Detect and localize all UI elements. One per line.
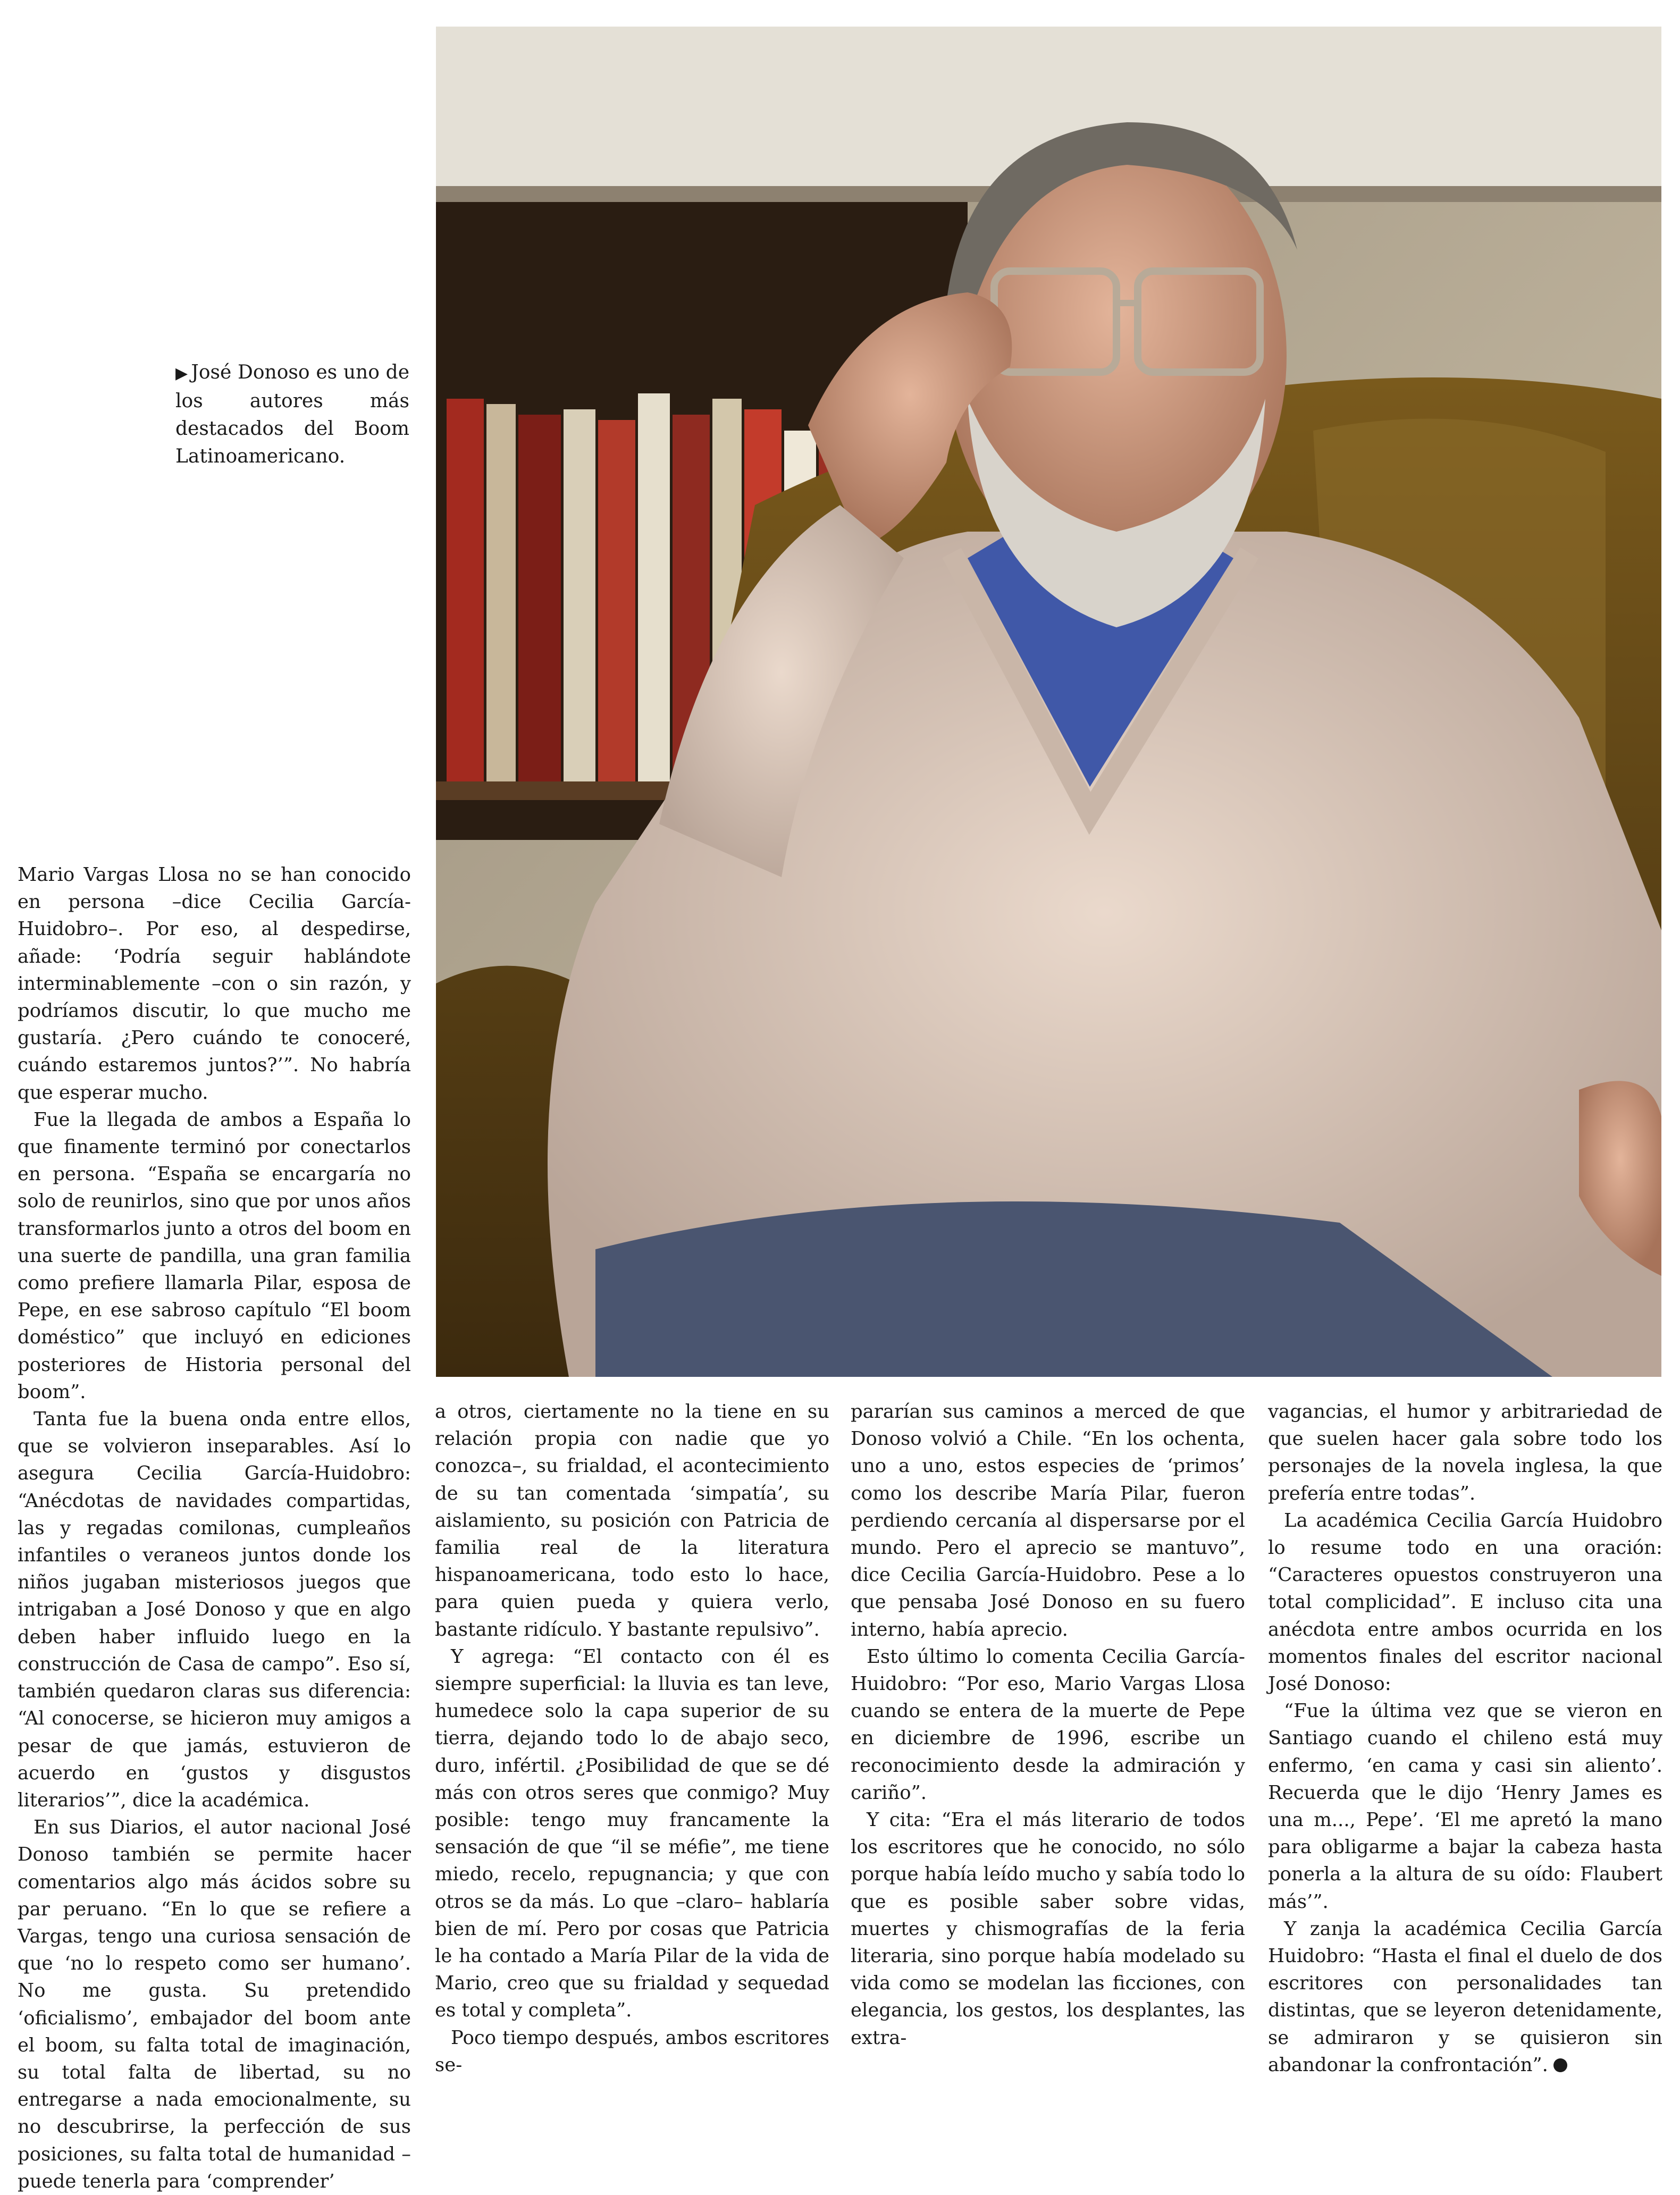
portrait-photo-icon [436, 27, 1661, 1377]
paragraph: Mario Vargas Llosa no se han conocido en persona –dice Cecilia García-Huidobro–. Por eso, al despedirse, añade: ‘Podría seguir hablándote interminablemente –con o sin razón, y podríamos discutir, lo que mucho me gustaría. ¿Pero cuándo te conoceré, cuándo estaremos juntos?’”. No habría que esperar mucho. [18, 864, 411, 1104]
article-column-2 [435, 1398, 829, 2079]
caption-text: José Donoso es uno de los autores más destacados del Boom Latinoamericano. [175, 361, 409, 467]
paragraph: Fue la llegada de ambos a España lo que finamente terminó por conectarlos en persona. “España se encargaría no solo de reunirlos, sino que por unos años transformarlos junto a otros del boom en una suerte de pandilla, una gran familia como prefiere llamarla Pilar, esposa de Pepe, en ese sabroso capítulo “El boom doméstico” que incluyó en ediciones posteriores de Historia personal del boom”. [18, 1108, 411, 1403]
paragraph: Poco tiempo después, ambos escritores se- [435, 2026, 829, 2076]
paragraph-final-text: Y zanja la académica Cecilia García Huidobro: “Hasta el final el duelo de dos escritores con personalidades tan distintas, que se leyeron detenidamente, se admiraron y se quisieron sin abandonar la confrontación”. [1268, 1918, 1662, 2076]
photo-caption [175, 359, 409, 470]
paragraph: En sus Diarios, el autor nacional José Donoso también se permite hacer comentarios algo más ácidos sobre su par peruano. “En lo que se refiere a Vargas, tengo una curiosa sensación de que ‘no lo respeto como ser humano’. No me gusta. Su pretendido ‘oficialismo’, embajador del boom ante el boom, su falta total de imaginación, su total falta de libertad, su no entregarse a nada emocionalmente, su no descubrirse, la perfección de sus posiciones, su falta total de humanidad –puede tenerla para ‘comprender’ [18, 1816, 411, 2192]
article-column-3 [851, 1398, 1245, 2051]
paragraph: Y cita: “Era el más literario de todos los escritores que he conocido, no sólo porque había leído mucho y sabía todo lo que es posible saber sobre vidas, muertes y chismografías de la feria literaria, sino porque había modelado su vida como se modelan las ficciones, con elegancia, los gestos, los desplantes, las extra- [851, 1809, 1245, 2049]
paragraph-final [1268, 1915, 1662, 2079]
paragraph: La académica Cecilia García Huidobro lo resume todo en una oración: “Caracteres opuestos construyeron una total complicidad”. E incluso cita una anécdota entre ambos ocurrida en los momentos finales del escritor nacional José Donoso: [1268, 1509, 1662, 1695]
end-bullet-icon [1553, 2058, 1567, 2072]
caption-arrow-icon: ▶ [175, 364, 188, 383]
article-column-1 [18, 861, 411, 2195]
paragraph: “Fue la última vez que se vieron en Santiago cuando el chileno está muy enfermo, ‘en cama y casi sin aliento’. Recuerda que le dijo ‘Henry James es una m..., Pepe’. ‘El me apretó la mano para obligarme a bajar la cabeza hasta ponerla a la altura de su oído: Flaubert más’”. [1268, 1700, 1662, 1913]
paragraph: Tanta fue la buena onda entre ellos, que se volvieron inseparables. Así lo asegura Cecilia García-Huidobro: “Anécdotas de navidades compartidas, las y regadas comilonas, cumpleaños infantiles o veraneos juntos donde los niños jugaban misteriosos juegos que intrigaban a José Donoso y que en algo deben haber influido luego en la construcción de Casa de campo”. Eso sí, también quedaron claras sus diferencia: “Al conocerse, se hicieron muy amigos a pesar de que jamás, estuvieron de acuerdo en ‘gustos y disgustos literarios’”, dice la académica. [18, 1408, 411, 1811]
paragraph: pararían sus caminos a merced de que Donoso volvió a Chile. “En los ochenta, uno a uno, estos especies de ‘primos’ como los describe María Pilar, fueron perdiendo cercanía al dispersarse por el mundo. Pero el aprecio se mantuvo”, dice Cecilia García-Huidobro. Pese a lo que pensaba José Donoso en su fuero interno, había aprecio. [851, 1401, 1245, 1641]
article-column-4 [1268, 1398, 1662, 2079]
paragraph: Y agrega: “El contacto con él es siempre superficial: la lluvia es tan leve, humedece solo la capa superior de su tierra, dejando todo lo de abajo seco, duro, infértil. ¿Posibilidad de que se dé más con otros seres que conmigo? Muy posible: tengo muy francamente la sensación de que “il se méfie”, me tiene miedo, recelo, repugnancia; y que con otros se da más. Lo que –claro– hablaría bien de mí. Pero por cosas que Patricia le ha contado a María Pilar de la vida de Mario, creo que su frialdad y sequedad es total y completa”. [435, 1645, 829, 2022]
portrait-photo [436, 27, 1661, 1377]
paragraph: a otros, ciertamente no la tiene en su relación propia con nadie que yo conozca–, su frialdad, el acontecimiento de su tan comentada ‘simpatía’, su aislamiento, su posición con Patricia de familia real de la literatura hispanoamericana, todo esto lo hace, para quien pueda y quiera verlo, bastante ridículo. Y bastante repulsivo”. [435, 1401, 829, 1641]
paragraph: vagancias, el humor y arbitrariedad de que suelen hacer gala sobre todo los personajes de la novela inglesa, la que prefería entre todas”. [1268, 1401, 1662, 1504]
paragraph: Esto último lo comenta Cecilia García-Huidobro: “Por eso, Mario Vargas Llosa cuando se entera de la muerte de Pepe en diciembre de 1996, escribe un reconocimiento desde la admiración y cariño”. [851, 1645, 1245, 1804]
